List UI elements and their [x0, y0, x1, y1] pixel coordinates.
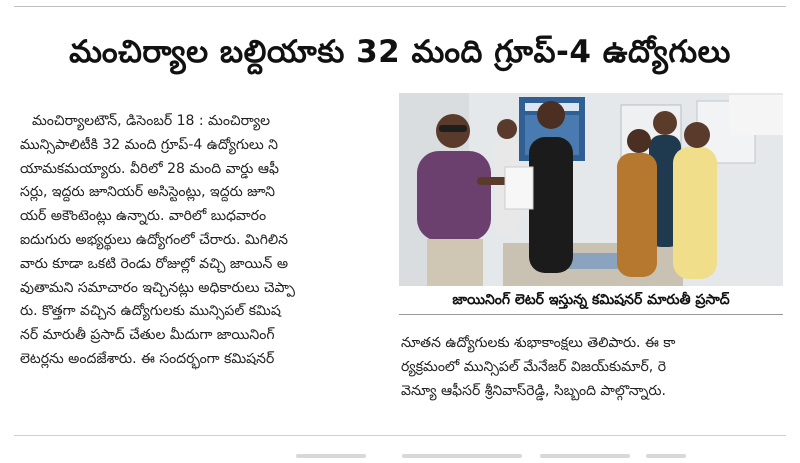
article-body-right [401, 331, 783, 403]
caption-divider [399, 314, 783, 315]
article-headline: మంచిర్యాల బల్దియాకు 32 మంది గ్రూప్-4 ఉద్యోగులు [69, 34, 731, 70]
body-line: నూతన ఉద్యోగులకు శుభాకాంక్షలు తెలిపారు. ఈ కా [401, 335, 676, 351]
top-divider [14, 6, 786, 7]
partial-text-fragment [540, 454, 630, 458]
body-line: మంచిర్యాలటౌన్, డిసెంబర్ 18 : మంచిర్యాల [32, 113, 271, 129]
body-line: మున్సిపాలిటీకి 32 మంది గ్రూప్-4 ఉద్యోగులు ని [20, 136, 278, 153]
body-line: యామకమయ్యారు. వీరిలో 28 మంది వార్డు ఆఫీ [20, 160, 279, 177]
body-line: రు. కొత్తగా వచ్చిన ఉద్యోగులకు మున్సిపల్ కమిష [20, 303, 281, 320]
partial-text-fragment [646, 454, 686, 458]
next-article-partial-text [0, 446, 800, 463]
photo-caption: జాయినింగ్ లెటర్ ఇస్తున్న కమిషనర్ మారుతీ ప్రసాద్ [452, 292, 730, 308]
body-line: యర్ అకౌంటెంట్లు ఉన్నారు. వారిలో బుధవారం [20, 208, 267, 225]
partial-text-fragment [402, 454, 522, 458]
partial-text-fragment [296, 454, 366, 458]
body-line: ర్యక్రమంలో మున్సిపల్ మేనేజర్ విజయ్‌కుమార్, రె [401, 359, 666, 375]
body-line: నర్ మారుతీ ప్రసాద్ చేతుల మీదుగా జాయినింగ్ [20, 327, 275, 344]
news-photo [399, 93, 783, 286]
body-line: సర్లు, ఇద్దరు జూనియర్ అసిస్టెంట్లు, ఇద్దరు జూని [20, 184, 275, 201]
article-body-left [20, 110, 380, 372]
body-line: వెన్యూ ఆఫీసర్ శ్రీనివాస్‌రెడ్డి, సిబ్బంది పాల్గొన్నారు. [401, 383, 666, 399]
body-line: వుతామని సమాచారం ఇచ్చినట్లు అధికారులు చెప్పా [20, 279, 295, 296]
body-line: లెటర్లను అందజేశారు. ఈ సందర్భంగా కమిషనర్ [20, 350, 275, 367]
body-line: ఐదుగురు అభ్యర్థులు ఉద్యోగంలో చేరారు. మిగిలిన [20, 231, 288, 248]
body-line: వారు కూడా ఒకటి రెండు రోజుల్లో వచ్చి జాయిన్ అ [20, 255, 289, 272]
news-photo-illustration [399, 93, 783, 286]
bottom-divider [14, 435, 786, 436]
